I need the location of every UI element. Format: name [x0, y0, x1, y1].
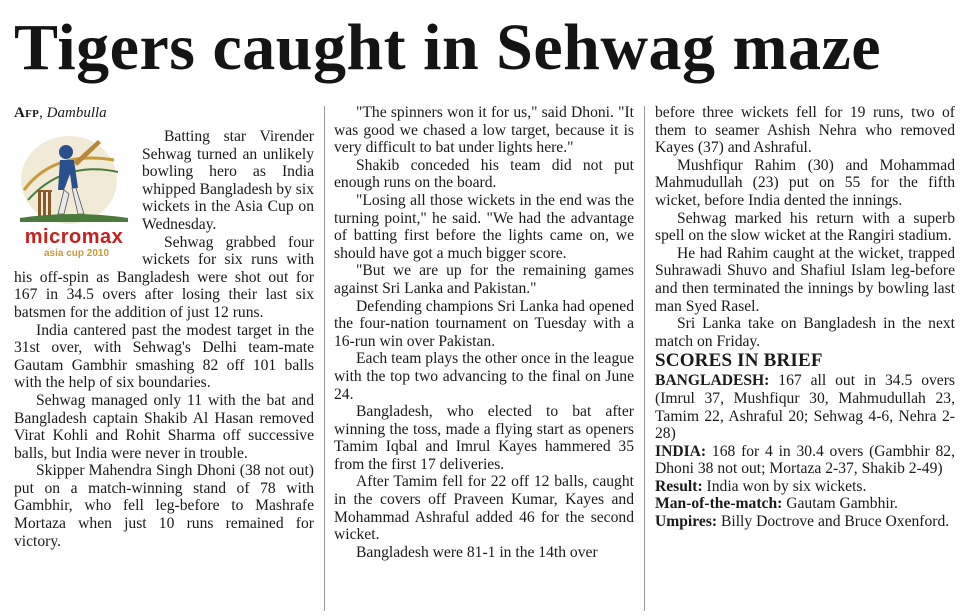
paragraph: Bangladesh were 81-1 in the 14th over — [356, 543, 598, 561]
logo-brand: micromax — [24, 226, 124, 248]
paragraph: After Tamim fell for 22 off 12 balls, caught in the covers off Praveen Kumar, Kayes and Mohammad Ashraful added 46 for the second wicket. — [334, 473, 634, 544]
paragraph: Sehwag managed only 11 with the bat and Bangladesh captain Shakib Al Hasan removed Virat Kohli and Rohit Sharma off successive balls, but India were never in trouble. — [14, 391, 314, 462]
paragraph: "Losing all those wickets in the end was the turning point," he said. "We had the advantage of batting first before the lights came on, we should have got a much bigger score. — [334, 191, 634, 262]
paragraph: He had Rahim caught at the wicket, trapped Suhrawadi Shuvo and Shafiul Islam leg-before and then terminated the innings by bowling last man Syed Rasel. — [655, 244, 955, 315]
column-divider — [324, 106, 325, 611]
score-india — [655, 443, 955, 478]
score-text: 167 all out in 34.5 overs (Imrul 37, Mushfiqur 30, Mahmudullah 23, Tamim 22, Ashraful 20; Sehwag 4-6, Nehra 2-28) — [655, 372, 955, 443]
score-text: Billy Doctrove and Bruce Oxenford. — [717, 513, 950, 531]
score-bangladesh — [655, 372, 955, 442]
paragraph: Each team plays the other once in the league with the top two advancing to the final on June 24. — [334, 350, 634, 403]
paragraph: Skipper Mahendra Singh Dhoni (38 not out) put on a match-winning stand of 78 with Gambhir, who fell leg-before to Mashrafe Mortaza when just 10 runs remained for victory. — [14, 462, 314, 550]
score-text: 168 for 4 in 30.4 overs (Gambhir 82, Dhoni 38 not out; Mortaza 2-37, Shakib 2-49) — [655, 442, 955, 478]
paragraph: Sri Lanka take on Bangladesh in the next match on Friday. — [655, 315, 955, 350]
column-divider — [644, 106, 645, 611]
score-label: Man-of-the-match: — [655, 495, 783, 513]
score-text: Gautam Gambhir. — [782, 495, 898, 513]
paragraph: Shakib conceded his team did not put enough runs on the board. — [334, 156, 634, 192]
score-umpires — [655, 513, 955, 531]
byline-agency: Afp — [14, 105, 40, 121]
score-label: Result: — [655, 477, 703, 495]
article-column-1 — [14, 104, 314, 550]
paragraph: India cantered past the modest target in the 31st over, with Sehwag's Delhi team-mate Gautam Gambhir smashing 82 off 101 balls with the help of six boundaries. — [14, 321, 314, 392]
byline: Afp, Dambulla — [14, 105, 107, 121]
paragraph: "The spinners won it for us," said Dhoni. "It was good we chased a low target, because it is very difficult to bat under lights here." — [334, 104, 634, 157]
paragraph: Mushfiqur Rahim (30) and Mohammad Mahmudullah (23) put on 55 for the fifth wicket, before India dented the innings. — [655, 156, 955, 209]
micromax-asia-cup-logo — [14, 130, 134, 262]
paragraph: Sehwag grabbed four wickets for six runs with his off-spin as Bangladesh were shot out for 167 in 34.5 overs after losing their last six batsmen for the addition of just 12 runs. — [14, 233, 314, 321]
paragraph: Sehwag marked his return with a superb spell on the slow wicket at the Rangiri stadium. — [655, 209, 955, 245]
score-label: INDIA: — [655, 442, 707, 460]
paragraph: before three wickets fell for 19 runs, two of them to seamer Ashish Nehra who removed Kayes (37) and Ashraful. — [655, 104, 955, 157]
paragraph: Defending champions Sri Lanka had opened the four-nation tournament on Tuesday with a 16-run win over Pakistan. — [334, 297, 634, 350]
score-label: Umpires: — [655, 513, 718, 531]
article-column-3 — [655, 104, 955, 531]
score-result — [655, 478, 955, 496]
article-column-2 — [334, 104, 634, 561]
paragraph: Bangladesh, who elected to bat after winning the toss, made a flying start as openers Tamim Iqbal and Imrul Kayes hammered 35 from the first 17 deliveries. — [334, 403, 634, 473]
score-label: BANGLADESH: — [655, 372, 770, 390]
paragraph: Batting star Virender Sehwag turned an unlikely bowling hero as India whipped Bangladesh by six wickets in the Asia Cup on Wednesday. — [142, 128, 314, 233]
score-man-of-the-match — [655, 495, 955, 513]
scores-in-brief-heading: SCORES IN BRIEF — [655, 350, 823, 372]
headline: Tigers caught in Sehwag maze — [14, 11, 882, 84]
byline-place: Dambulla — [46, 105, 107, 121]
paragraph: "But we are up for the remaining games against Sri Lanka and Pakistan." — [334, 262, 634, 297]
score-text: India won by six wickets. — [702, 477, 867, 495]
logo-event: asia cup 2010 — [44, 248, 110, 259]
